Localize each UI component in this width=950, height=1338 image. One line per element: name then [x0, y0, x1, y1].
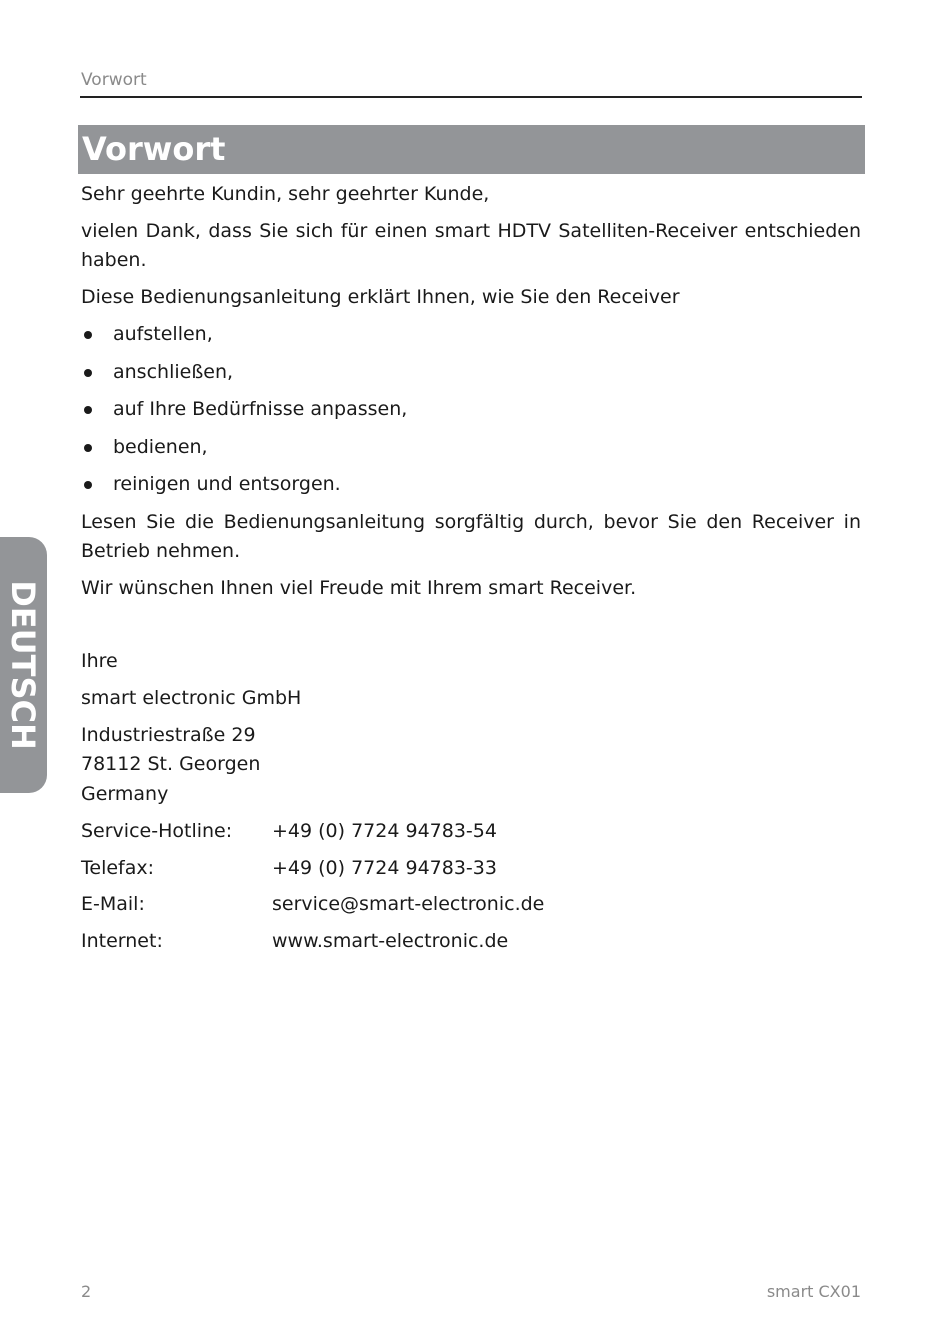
list-item: [81, 358, 861, 387]
salutation: Ihre: [81, 649, 118, 672]
contact-label: Internet:: [81, 929, 163, 952]
list-item-text: aufstellen,: [113, 323, 213, 345]
read-notice: Lesen Sie die Bedienungsanleitung sorgfältig durch, bevor Sie den Receiver in Betrieb nehmen.: [81, 510, 861, 562]
hotline-number: +49 (0) 7724 94783-54: [272, 820, 497, 843]
bullet-icon: [84, 406, 92, 414]
body-content: [81, 180, 861, 963]
contact-label: Service-Hotline:: [81, 820, 233, 843]
section-title-bar: [78, 125, 865, 174]
contact-row-email: [81, 890, 861, 919]
header-rule: [80, 96, 862, 98]
address-country: Germany: [81, 782, 169, 805]
bullet-icon: [84, 331, 92, 339]
list-item-text: bedienen,: [113, 435, 208, 458]
address-street: Industriestraße 29: [81, 723, 256, 746]
running-header: Vorwort: [81, 70, 147, 90]
fax-number: +49 (0) 7724 94783-33: [272, 856, 497, 879]
language-tab: [0, 537, 47, 793]
task-list: [81, 320, 861, 499]
list-item: [81, 470, 861, 499]
list-item: [81, 320, 861, 349]
company-name: smart electronic GmbH: [81, 686, 302, 709]
contact-row-internet: [81, 927, 861, 956]
contact-row-fax: [81, 854, 861, 883]
language-tab-label: DEUTSCH: [4, 580, 42, 750]
list-item-text: anschließen,: [113, 360, 234, 383]
company-address: [81, 721, 861, 810]
bullet-icon: [84, 369, 92, 377]
contact-label: Telefax:: [81, 856, 155, 879]
contact-label: E-Mail:: [81, 893, 145, 916]
wish-paragraph: Wir wünschen Ihnen viel Freude mit Ihrem smart Receiver.: [81, 576, 637, 599]
spacer: [81, 611, 861, 647]
contact-row-hotline: [81, 817, 861, 846]
thanks-paragraph: vielen Dank, dass Sie sich für einen smart HDTV Satelliten-Receiver entschieden haben.: [81, 220, 861, 271]
address-city: 78112 St. Georgen: [81, 753, 261, 776]
bullet-icon: [84, 481, 92, 489]
page-number: 2: [81, 1282, 92, 1301]
greeting: Sehr geehrte Kundin, sehr geehrter Kunde,: [81, 183, 490, 205]
website-address: www.smart-electronic.de: [272, 929, 509, 952]
list-item: [81, 433, 861, 462]
bullet-icon: [84, 444, 92, 452]
section-title: Vorwort: [82, 130, 226, 168]
manual-intro: Diese Bedienungsanleitung erklärt Ihnen, wie Sie den Receiver: [81, 286, 680, 308]
list-item: [81, 395, 861, 424]
list-item-text: reinigen und entsorgen.: [113, 473, 341, 496]
list-item-text: auf Ihre Bedürfnisse anpassen,: [113, 398, 408, 421]
footer-model: smart CX01: [766, 1282, 861, 1301]
email-address: service@smart-electronic.de: [272, 893, 545, 916]
